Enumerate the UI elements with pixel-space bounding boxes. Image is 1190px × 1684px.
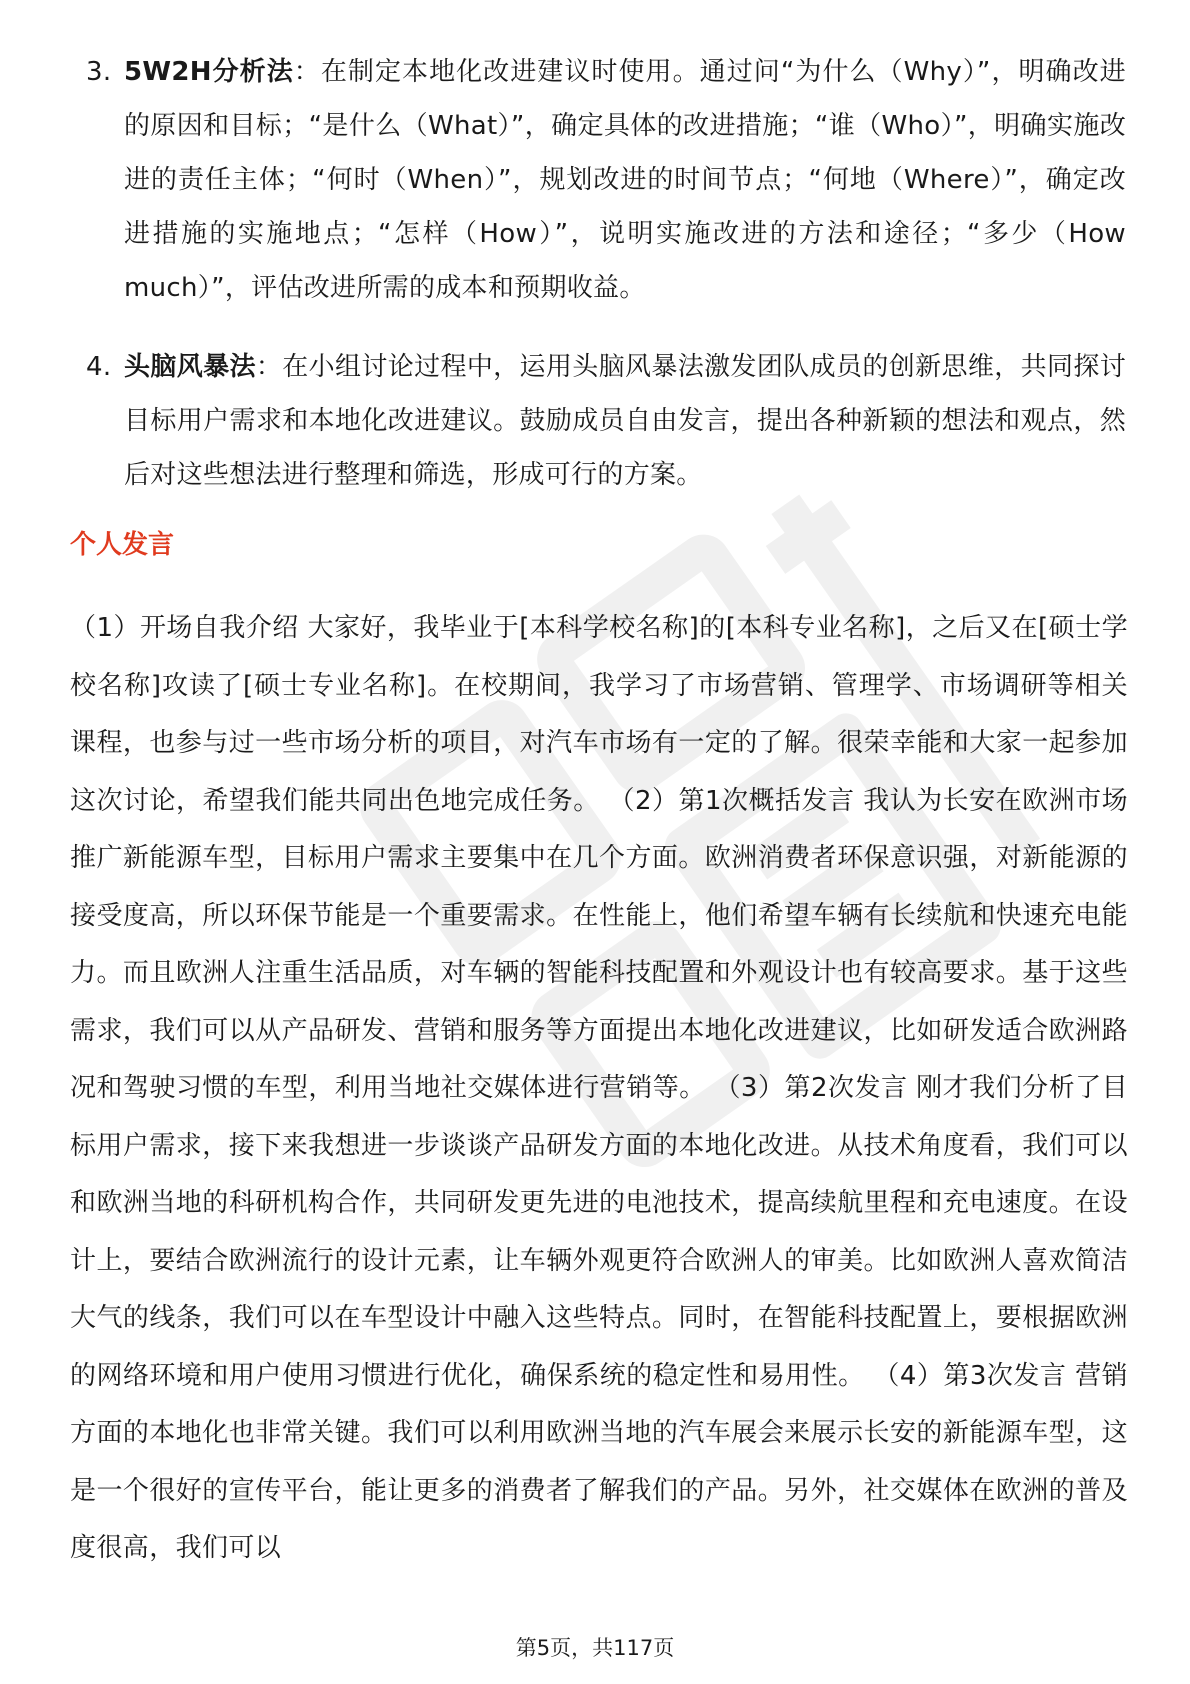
list-text: ：在小组讨论过程中，运用头脑风暴法激发团队成员的创新思维，共同探讨目标用户需求和本地化改进建议。鼓励成员自由发言，提出各种新颖的想法和观点，然后对这些想法进行整理和筛选，形成可行的方案。: [124, 352, 1126, 490]
list-term: 头脑风暴法: [124, 352, 256, 382]
list-item-brainstorm: [86, 340, 1126, 502]
section-heading: 个人发言: [70, 530, 175, 560]
list-number: 3.: [86, 57, 112, 87]
list-item-5w2h: [86, 45, 1126, 315]
list-item-body: [124, 45, 1126, 315]
list-number: 4.: [86, 352, 112, 382]
page-footer: 第5页，共117页: [515, 1636, 675, 1660]
list-item-body: [124, 340, 1126, 502]
list-term: 5W2H分析法: [124, 57, 294, 87]
list-text: ：在制定本地化改进建议时使用。通过问“为什么（Why）”，明确改进的原因和目标；“是什么（What）”，确定具体的改进措施；“谁（Who）”，明确实施改进的责任主体；“何时（When）”，规划改进的时间节点；“何地（Where）”，确定改进措施的实施地点；“怎样（How）”，说明实施改进的方法和途径；“多少（How much）”，评估改进所需的成本和预期收益。: [124, 57, 1126, 303]
speech-paragraph: （1）开场自我介绍 大家好，我毕业于[本科学校名称]的[本科专业名称]，之后又在[硕士学校名称]攻读了[硕士专业名称]。在校期间，我学习了市场营销、管理学、市场调研等相关课程，也参与过一些市场分析的项目，对汽车市场有一定的了解。很荣幸能和大家一起参加这次讨论，希望我们能共同出色地完成任务。 （2）第1次概括发言 我认为长安在欧洲市场推广新能源车型，目标用户需求主要集中在几个方面。欧洲消费者环保意识强，对新能源的接受度高，所以环保节能是一个重要需求。在性能上，他们希望车辆有长续航和快速充电能力。而且欧洲人注重生活品质，对车辆的智能科技配置和外观设计也有较高要求。基于这些需求，我们可以从产品研发、营销和服务等方面提出本地化改进建议，比如研发适合欧洲路况和驾驶习惯的车型，利用当地社交媒体进行营销等。 （3）第2次发言 刚才我们分析了目标用户需求，接下来我想进一步谈谈产品研发方面的本地化改进。从技术角度看，我们可以和欧洲当地的科研机构合作，共同研发更先进的电池技术，提高续航里程和充电速度。在设计上，要结合欧洲流行的设计元素，让车辆外观更符合欧洲人的审美。比如欧洲人喜欢简洁大气的线条，我们可以在车型设计中融入这些特点。同时，在智能科技配置上，要根据欧洲的网络环境和用户使用习惯进行优化，确保系统的稳定性和易用性。 （4）第3次发言 营销方面的本地化也非常关键。我们可以利用欧洲当地的汽车展会来展示长安的新能源车型，这是一个很好的宣传平台，能让更多的消费者了解我们的产品。另外，社交媒体在欧洲的普及度很高，我们可以: [70, 613, 1128, 1563]
